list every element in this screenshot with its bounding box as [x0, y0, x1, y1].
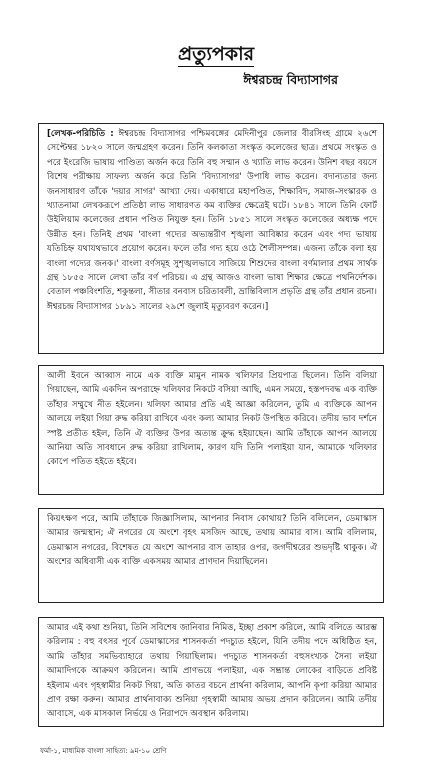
page-footer: ফর্মা-১, মাধ্যমিক বাংলা সাহিত্য: ৯ম-১০ শ্রেণি	[40, 747, 167, 755]
author-bio-box	[38, 123, 384, 354]
bio-label: [লেখক-পরিচিতি :	[47, 129, 114, 139]
bio-text: ঈশ্বরচন্দ্র বিদ্যাসাগর পশ্চিমবঙ্গের মেদিনীপুর জেলার বীরসিংহ গ্রামে ২৬শে সেপ্টেম্বর ১৮২০ সালে জন্মগ্রহণ করেন। তিনি কলকাতা সংস্কৃত কলেজের ছাত্র। প্রথমে সংস্কৃত ও পরে ইংরেজি ভাষায় পাণ্ডিত্য অর্জন করে তিনি বহু সম্মান ও খ্যাতি লাভ করেন। উনিশ বছর বয়সে বিশেষ পরীক্ষায় সাফল্য অর্জন করে তিনি 'বিদ্যাসাগর' উপাধি লাভ করেন। বদান্যতার জন্য জনসাধারণ তাঁকে 'দয়ার সাগর' আখ্যা দেয়। একাধারে মহাপণ্ডিত, শিক্ষাবিদ, সমাজ-সংস্কারক ও খ্যাতনামা লেখকরূপে প্রতিষ্ঠা লাভ সাধারণত কম ব্যক্তির ক্ষেত্রেই ঘটে। ১৮৪১ সালে তিনি ফোর্ট উইলিয়াম কলেজের প্রধান পণ্ডিত নিযুক্ত হন। তিনি ১৮৫১ সালে সংস্কৃত কলেজের অধ্যক্ষ পদে উন্নীত হন। তিনিই প্রথম 'বাংলা গদ্যের অভ্যন্তরীণ শৃঙ্খলা আবিষ্কার করেন এবং গদ্য ভাষায় যতিচিহ্ন যথাযথভাবে প্রয়োগ করেন। ফলে তাঁর গদ্য হয়ে ওঠে শৈলীসম্পন্ন। এজন্য তাঁকে বলা হয় বাংলা গদ্যের জনক।' বাংলা বর্ণসমূহ সুশৃঙ্খলভাবে সাজিয়ে শিশুদের বাংলা বর্ণমালার প্রথম সার্থক গ্রন্থ ১৮৫৫ সালে লেখা তাঁর বর্ণ পরিচয়। এ গ্রন্থ আজও বাংলা ভাষা শিক্ষার ক্ষেত্রে পথনির্দেশক। বেতাল পঞ্চবিংশতি, শকুন্তলা, সীতার বনবাস চরিতাবলী, ভ্রান্তিবিলাস প্রভৃতি গ্রন্থ তাঁর প্রধান রচনা। ঈশ্বরচন্দ্র বিদ্যাসাগর ১৮৯১ সালের ২৯শে জুলাই মৃত্যুবরণ করেন।]	[47, 129, 377, 312]
paragraph-1-box	[38, 365, 384, 495]
author-name: ঈশ্বরচন্দ্র বিদ্যাসাগর	[243, 72, 338, 87]
paragraph-2: কিয়ৎক্ষণ পরে, আমি তাঁহাকে জিজ্ঞাসিলাম, আপনার নিবাস কোথায়? তিনি বলিলেন, ডেমাস্কাস আমার জন্মস্থান; ঐ নগরের যে অংশে বৃহৎ মসজিদ আছে, তথায় আমার বাস। আমি বলিলাম, ডেমাস্কাস নগরের, বিশেষত যে অংশে আপনার বাস তাহার ওপর, জগদীশ্বরের শুভদৃষ্টি থাকুক। ঐ অংশের অধিবাসী এক ব্যক্তি একসময় আমার প্রাণদান দিয়াছিলেন।	[47, 514, 377, 568]
paragraph-2-box	[38, 508, 384, 603]
author-bio	[47, 127, 377, 314]
paragraph-3: আমার এই কথা শুনিয়া, তিনি সবিশেষ জানিবার নিমিত্ত, ইচ্ছা প্রকাশ করিলে, আমি বলিতে আরম্ভ করিলাম : বহু বৎসর পূর্বে ডেমাস্কাসের শাসনকর্তা পদচ্যুত হইলে, যিনি তদীয় পদে অধিষ্ঠিত হন, আমি তাঁহার সমভিব্যাহারে তথায় গিয়াছিলাম। পদচ্যুত শাসনকর্তা বহুসংখ্যক সৈন্য লইয়া আমাদিগকে আক্রমণ করিলেন। আমি প্রাণভয়ে পলাইয়া, এক সম্ভ্রান্ত লোকের বাড়িতে প্রবিষ্ট হইলাম এবং গৃহস্বামীর নিকট গিয়া, অতি কাতর বচনে প্রার্থনা করিলাম, আপনি কৃপা করিয়া আমার প্রাণ রক্ষা করুন। আমার প্রার্থনাবাক্য শুনিয়া গৃহস্বামী আমায় অভয় প্রদান করিলেন। আমি তদীয় আবাসে, এক মাসকাল নির্ভয়ে ও নিরাপদে অবস্থান করিলাম।	[47, 623, 377, 720]
paragraph-3-box	[38, 617, 384, 727]
chapter-title: প্রত্যুপকার	[177, 43, 255, 65]
paragraph-1: আলী ইবনে আব্বাস নামে এক ব্যক্তি মামুন নামক খলিফার প্রিয়পাত্র ছিলেন। তিনি বলিয়া গিয়াছেন, আমি একদিন অপরাহ্নে খলিফার নিকটে বসিয়া আছি, এমন সময়ে, হস্তপদবদ্ধ এক ব্যক্তি তাঁহার সম্মুখে নীত হইলেন। খলিফা আমার প্রতি এই আজ্ঞা করিলেন, তুমি এ ব্যক্তিকে আপন আলয়ে লইয়া গিয়া রুদ্ধ করিয়া রাখিবে এবং কল্য আমার নিকট উপস্থিত করিবে। তদীয় ভাব দর্শনে স্পষ্ট প্রতীত হইল, তিনি ঐ ব্যক্তির উপর অত্যন্ত ক্রুদ্ধ হইয়াছেন। আমি তাঁহাকে আপন আলয়ে আনিয়া অতি সাবধানে রুদ্ধ করিয়া রাখিলাম, কারণ যদি তিনি পলাইয়া যান, আমাকে খলিফার কোপে পতিত হইতে হইবে।	[47, 371, 377, 468]
